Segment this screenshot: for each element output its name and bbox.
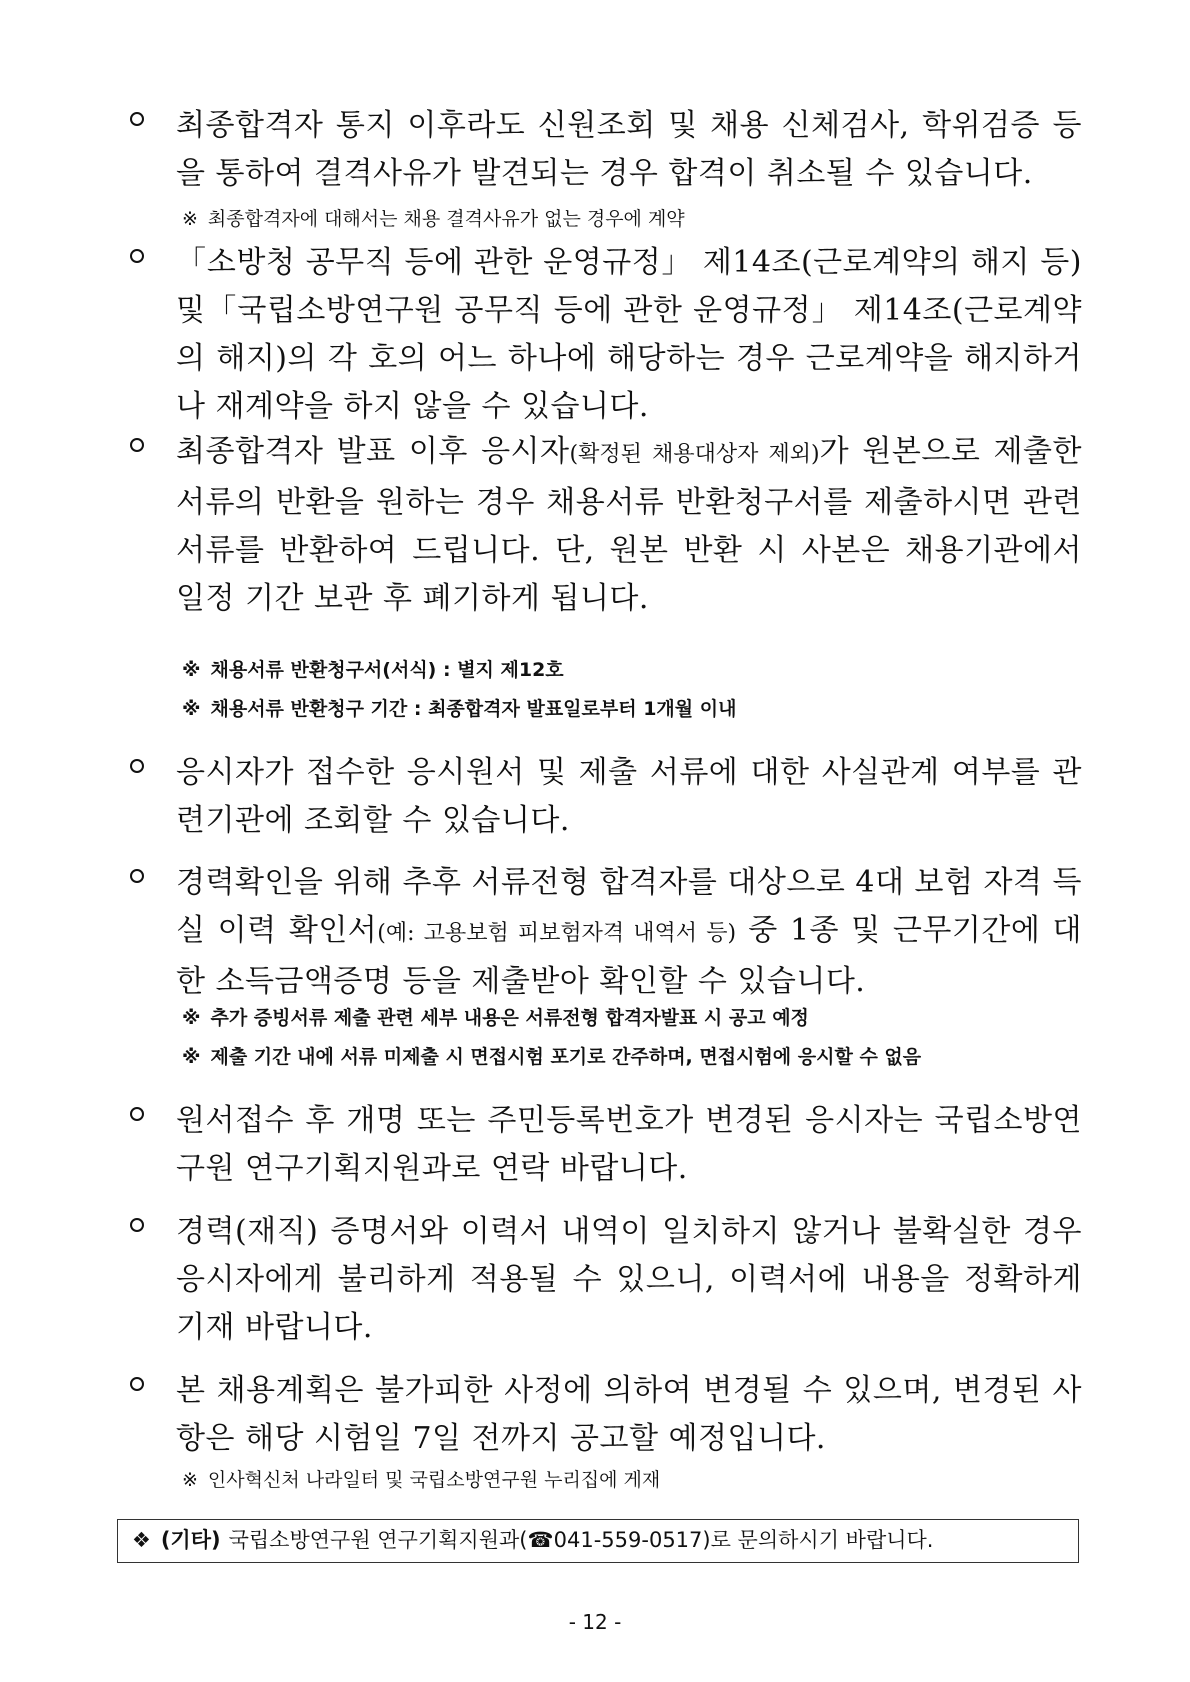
note-text: 제출 기간 내에 서류 미제출 시 면접시험 포기로 간주하며, 면접시험에 응시할 수 없음: [210, 1046, 922, 1068]
notice-text: 본 채용계획은 불가피한 사정에 의하여 변경될 수 있으며, 변경된 사항은 해당 시험일 7일 전까지 공고할 예정입니다.: [176, 1373, 1082, 1456]
note-announcement-sites: [182, 1465, 1082, 1495]
notice-item-contract-termination: [130, 239, 1082, 431]
bullet-icon: [130, 759, 144, 773]
notice-item-document-return: [130, 428, 1082, 623]
bullet-icon: [130, 869, 144, 883]
notice-item-career-verification: [130, 859, 1082, 1006]
notice-text: 응시자가 접수한 응시원서 및 제출 서류에 대한 사실관계 여부를 관련기관에 조회할 수 있습니다.: [176, 755, 1082, 838]
bullet-icon: [130, 1377, 144, 1391]
bullet-icon: [130, 1218, 144, 1232]
note-return-form: [182, 655, 1082, 685]
reference-mark-icon: ※: [182, 1469, 198, 1491]
notice-text: 경력(재직) 증명서와 이력서 내역이 일치하지 않거나 불확실한 경우 응시자에게 불리하게 적용될 수 있으니, 이력서에 내용을 정확하게 기재 바랍니다.: [176, 1214, 1082, 1345]
notice-text: 최종합격자 통지 이후라도 신원조회 및 채용 신체검사, 학위검증 등을 통하여 결격사유가 발견되는 경우 합격이 취소될 수 있습니다.: [176, 108, 1082, 191]
note-text: 채용서류 반환청구 기간 : 최종합격자 발표일로부터 1개월 이내: [210, 698, 737, 720]
notice-item-plan-change: [130, 1367, 1082, 1463]
bullet-icon: [130, 249, 144, 263]
notice-text: 「소방청 공무직 등에 관한 운영규정」 제14조(근로계약의 해지 등) 및「국립소방연구원 공무직 등에 관한 운영규정」 제14조(근로계약의 해지)의 각 호의 어느 하나에 해당하는 경우 근로계약을 해지하거나 재계약을 하지 않을 수 있습니다.: [176, 245, 1082, 424]
note-additional-docs: [182, 1003, 1082, 1033]
bullet-icon: [130, 1107, 144, 1121]
reference-mark-icon: ※: [182, 208, 198, 230]
contact-text: 국립소방연구원 연구기획지원과(☎041-559-0517)로 문의하시기 바랍니다.: [228, 1528, 934, 1552]
note-text: 채용서류 반환청구서(서식) : 별지 제12호: [210, 659, 564, 681]
page-number: - 12 -: [568, 1610, 622, 1634]
notice-text: 최종합격자 발표 이후 응시자(확정된 채용대상자 제외)가 원본으로 제출한 서류의 반환을 원하는 경우 채용서류 반환청구서를 제출하시면 관련 서류를 반환하여 드립니다. 단, 원본 반환 시 사본은 채용기관에서 일정 기간 보관 후 폐기하게 됩니다.: [176, 434, 1082, 616]
notice-text: 경력확인을 위해 추후 서류전형 합격자를 대상으로 4대 보험 자격 득실 이력 확인서(예: 고용보험 피보험자격 내역서 등) 중 1종 및 근무기간에 대한 소득금액증명 등을 제출받아 확인할 수 있습니다.: [176, 865, 1082, 999]
diamond-bullet-icon: ❖: [132, 1528, 151, 1552]
note-return-period: [182, 694, 1082, 724]
bullet-icon: [130, 112, 144, 126]
notice-item-name-change: [130, 1097, 1082, 1193]
reference-mark-icon: ※: [182, 1046, 201, 1068]
note-text: 인사혁신처 나라일터 및 국립소방연구원 누리집에 게재: [207, 1469, 661, 1491]
reference-mark-icon: ※: [182, 698, 201, 720]
notice-text: 원서접수 후 개명 또는 주민등록번호가 변경된 응시자는 국립소방연구원 연구기획지원과로 연락 바랍니다.: [176, 1103, 1082, 1186]
contact-info-box: [117, 1519, 1079, 1563]
note-text: 추가 증빙서류 제출 관련 세부 내용은 서류전형 합격자발표 시 공고 예정: [210, 1007, 809, 1029]
note-text: 최종합격자에 대해서는 채용 결격사유가 없는 경우에 계약: [207, 208, 685, 230]
bullet-icon: [130, 438, 144, 452]
reference-mark-icon: ※: [182, 1007, 201, 1029]
notice-item-fact-check: [130, 749, 1082, 845]
notice-item-career-mismatch: [130, 1208, 1082, 1352]
note-contract: [182, 204, 1082, 234]
notice-item-final-pass-cancel: [130, 102, 1082, 198]
reference-mark-icon: ※: [182, 659, 201, 681]
note-submission-deadline: [182, 1042, 1082, 1072]
contact-label: (기타): [160, 1528, 221, 1552]
